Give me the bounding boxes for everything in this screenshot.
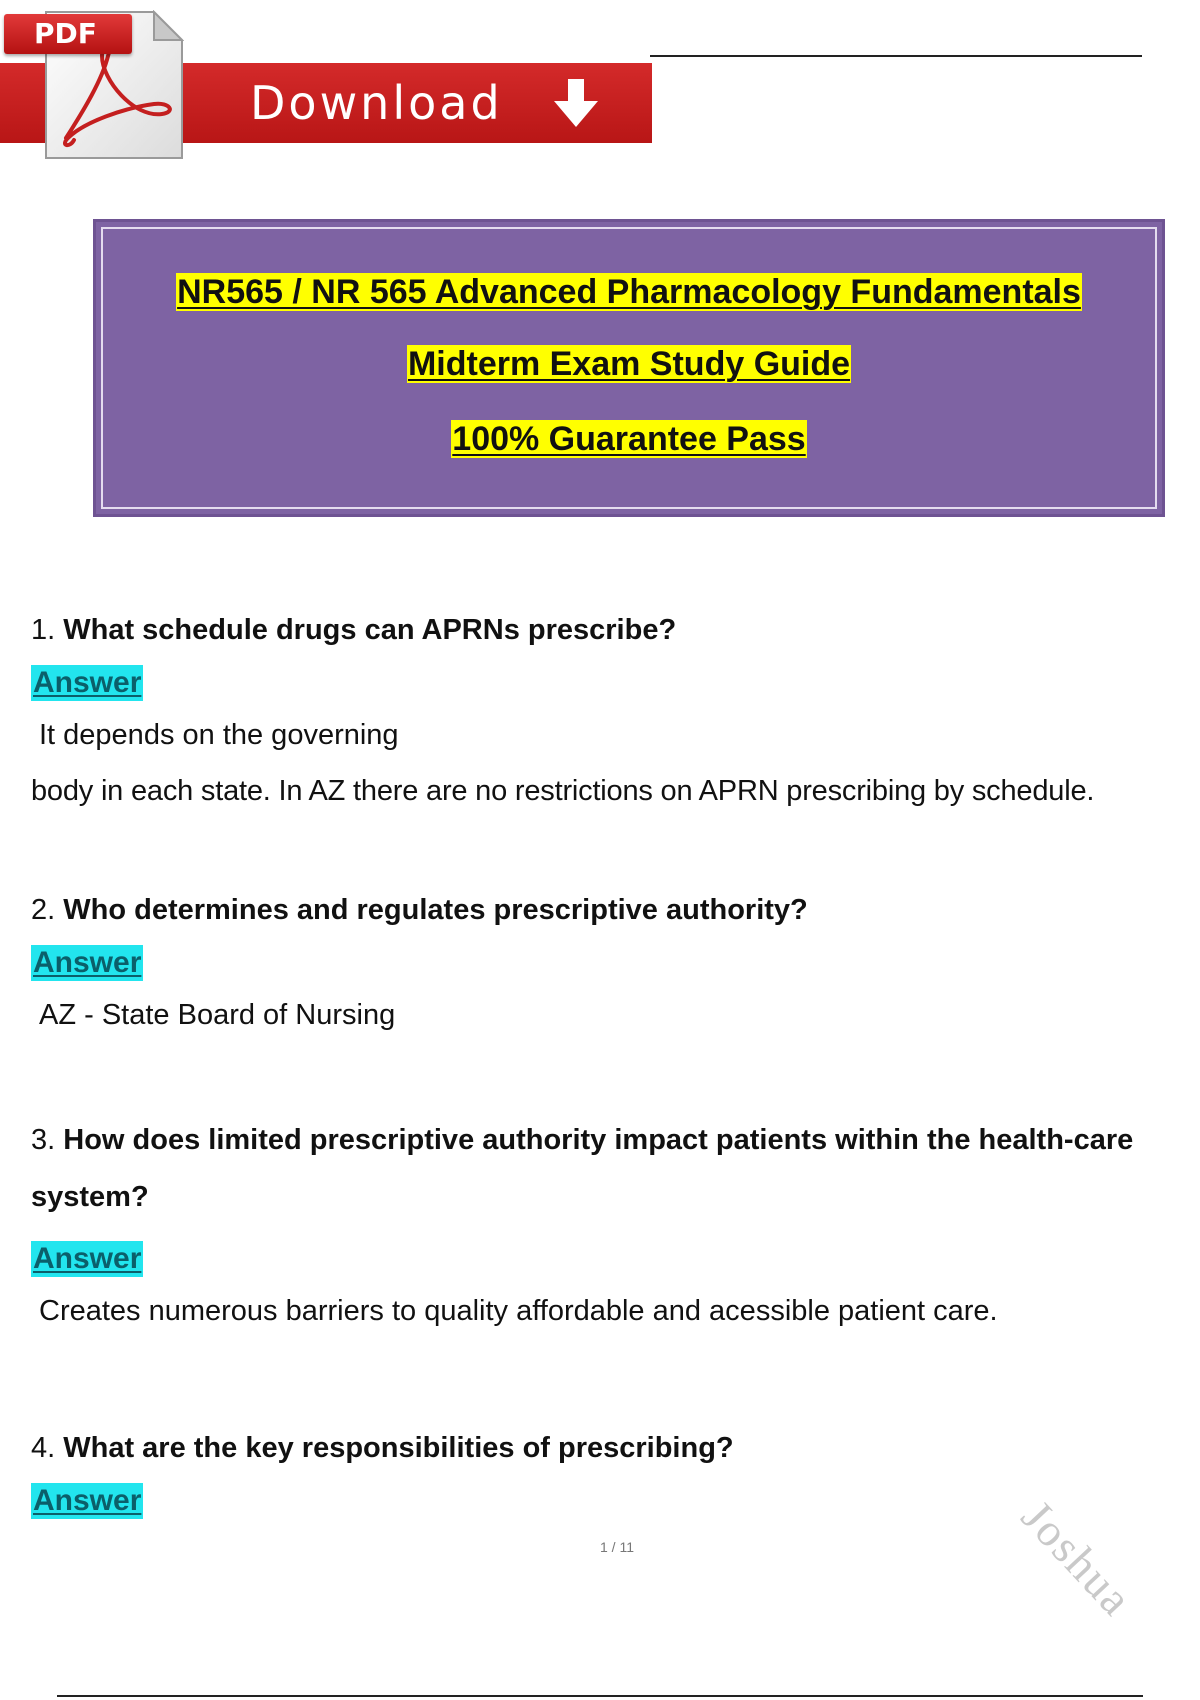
- answer-link[interactable]: Answer: [33, 1242, 142, 1275]
- title-guarantee-text: 100% Guarantee Pass: [452, 420, 806, 458]
- question-number: 2.: [31, 894, 56, 926]
- title-course-text: NR565 / NR 565 Advanced Pharmacology Fundamentals: [177, 273, 1081, 311]
- question-number: 1.: [31, 614, 56, 646]
- question-block-1: [31, 610, 1191, 811]
- page-indicator: 1 / 11: [600, 1539, 634, 1555]
- question-block-2: [31, 890, 1191, 1035]
- title-line-guide: [96, 342, 1162, 386]
- question-4: [31, 1428, 1191, 1468]
- question-1: [31, 610, 1191, 650]
- answer-link[interactable]: Answer: [33, 946, 142, 979]
- answer-text: body in each state. In AZ there are no restrictions on APRN prescribing by schedule.: [31, 775, 1095, 807]
- header-rule: [650, 55, 1142, 57]
- question-text: What schedule drugs can APRNs prescribe?: [63, 614, 677, 646]
- pdf-tag-label: PDF: [4, 14, 132, 54]
- question-block-4: [31, 1428, 1191, 1519]
- answer-text: It depends on the governing: [39, 719, 399, 751]
- pdf-file-icon[interactable]: [4, 6, 190, 164]
- question-block-3: [31, 1112, 1191, 1331]
- question-3: [31, 1112, 1191, 1226]
- title-line-course: [96, 270, 1162, 314]
- answer-text: AZ - State Board of Nursing: [39, 999, 396, 1031]
- question-2: [31, 890, 1191, 930]
- watermark: Joshua: [1011, 1490, 1143, 1626]
- question-text: Who determines and regulates prescriptive authority?: [63, 894, 808, 926]
- question-number: 4.: [31, 1432, 56, 1464]
- footer-rule: [57, 1695, 1143, 1697]
- download-label: Download: [250, 76, 503, 130]
- title-line-guarantee: [96, 417, 1162, 461]
- download-arrow-icon: [548, 75, 604, 131]
- title-guide-text: Midterm Exam Study Guide: [407, 345, 851, 383]
- answer-text: Creates numerous barriers to quality affordable and acessible patient care.: [39, 1295, 998, 1327]
- answer-link[interactable]: Answer: [33, 666, 142, 699]
- question-text: How does limited prescriptive authority impact patients within the health-care system?: [31, 1124, 1134, 1213]
- title-box: [93, 219, 1165, 517]
- question-text: What are the key responsibilities of prescribing?: [63, 1432, 734, 1464]
- answer-link[interactable]: Answer: [33, 1484, 142, 1517]
- question-number: 3.: [31, 1124, 56, 1156]
